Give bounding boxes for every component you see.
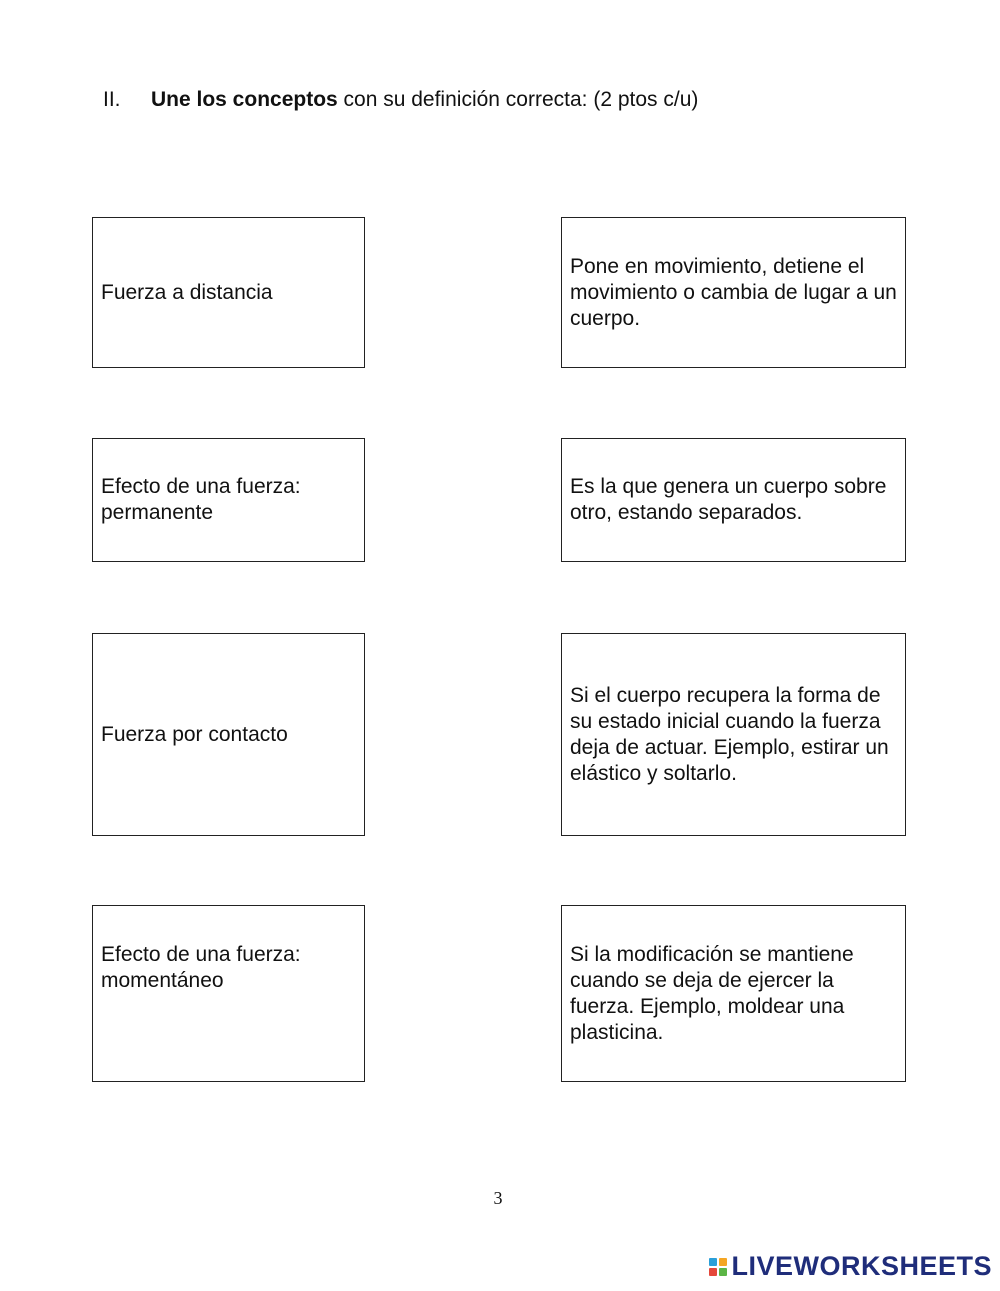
definition-text: Si el cuerpo recupera la forma de su estado inicial cuando la fuerza deja de actuar. Ejemplo, estirar un elástico y soltarlo.: [570, 683, 889, 785]
concept-text: Fuerza a distancia: [101, 280, 273, 304]
definition-box-3[interactable]: [561, 633, 906, 836]
brand-mark-icon: [709, 1258, 727, 1276]
definition-text: Si la modificación se mantiene cuando se deja de ejercer la fuerza. Ejemplo, moldear una plasticina.: [570, 943, 854, 1044]
concept-box-3[interactable]: [92, 633, 365, 836]
brand-mark-square: [719, 1268, 727, 1276]
page-number: 3: [493, 1188, 503, 1208]
brand-mark-square: [719, 1258, 727, 1266]
brand-mark-square: [709, 1268, 717, 1276]
concept-text: Fuerza por contacto: [101, 722, 288, 746]
definition-box-1[interactable]: [561, 217, 906, 368]
brand-name: LIVEWORKSHEETS: [731, 1251, 992, 1281]
definition-box-4[interactable]: [561, 905, 906, 1082]
concept-text: Efecto de una fuerza: permanente: [101, 475, 301, 524]
section-title-bold: Une los conceptos: [151, 88, 338, 111]
brand-logo: [709, 1251, 992, 1282]
definition-text: Pone en movimiento, detiene el movimiento o cambia de lugar a un cuerpo.: [570, 254, 897, 330]
section-number: II.: [103, 88, 121, 111]
definition-text: Es la que genera un cuerpo sobre otro, estando separados.: [570, 475, 887, 524]
section-title-rest: con su definición correcta: (2 ptos c/u): [337, 88, 699, 111]
section-heading: [103, 88, 698, 112]
definition-box-2[interactable]: [561, 438, 906, 562]
concept-text: Efecto de una fuerza: momentáneo: [101, 943, 301, 992]
concept-box-4[interactable]: [92, 905, 365, 1082]
concept-box-1[interactable]: [92, 217, 365, 368]
brand-mark-square: [709, 1258, 717, 1266]
concept-box-2[interactable]: [92, 438, 365, 562]
